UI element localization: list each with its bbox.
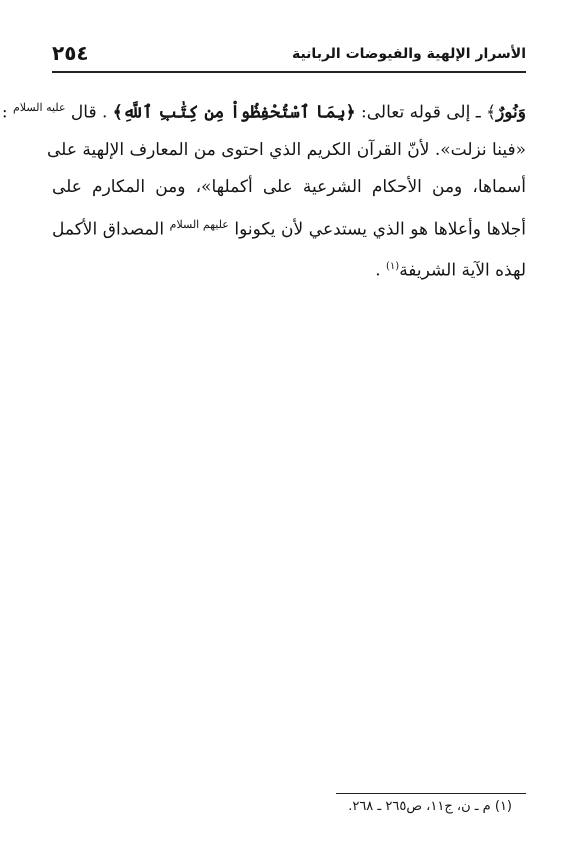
- footnote-divider: [336, 793, 526, 794]
- text-fragment: . قال: [70, 102, 108, 123]
- page-number: ٢٥٤: [52, 41, 89, 65]
- main-text: [1, 89, 526, 290]
- honorific-symbol: عليه السلام: [13, 101, 66, 114]
- text-fragment: المصداق الأكمل: [52, 219, 165, 240]
- text-line-3: أسماها، ومن الأحكام الشرعية على أكملها»، ومن المكارم على: [52, 176, 526, 197]
- text-fragment: .: [375, 260, 381, 281]
- text-line-5: [52, 248, 526, 290]
- quran-verse: ﴿بِمَا ٱسْتُحْفِظُواْ مِن كِتَٰبِ ٱللَّهِ﴾: [112, 102, 356, 123]
- footnote-reference: (١): [386, 261, 400, 273]
- text-line-4: [52, 206, 526, 249]
- text-fragment: أجلاها وأعلاها هو الذي يستدعي لأن يكونوا: [234, 219, 526, 240]
- text-fragment: لهذه الآية الشريفة: [399, 260, 526, 281]
- text-fragment: ـ إلى قوله تعالى:: [361, 102, 481, 123]
- honorific-symbol: عليهم السلام: [169, 217, 229, 231]
- quran-fragment: وَنُورٌ: [496, 102, 526, 123]
- header-divider: [52, 71, 526, 73]
- running-title: الأسرار الإلهية والفيوضات الربانية: [291, 46, 526, 62]
- page-header: [52, 40, 526, 70]
- footnote: (١) م ـ ن، ج١١، ص٢٦٥ ـ ٢٦٨.: [348, 799, 512, 814]
- text-line-2: «فينا نزلت». لأنّ القرآن الكريم الذي احتوى من المعارف الإلهية على: [47, 139, 526, 160]
- text-line-1: وَنُورٌ﴾ ـ إلى قوله تعالى: ﴿بِمَا ٱسْتُحْفِظُواْ مِن كِتَٰبِ ٱللَّهِ﴾ . قال $^{عليه السلام}$ :: [1, 101, 526, 123]
